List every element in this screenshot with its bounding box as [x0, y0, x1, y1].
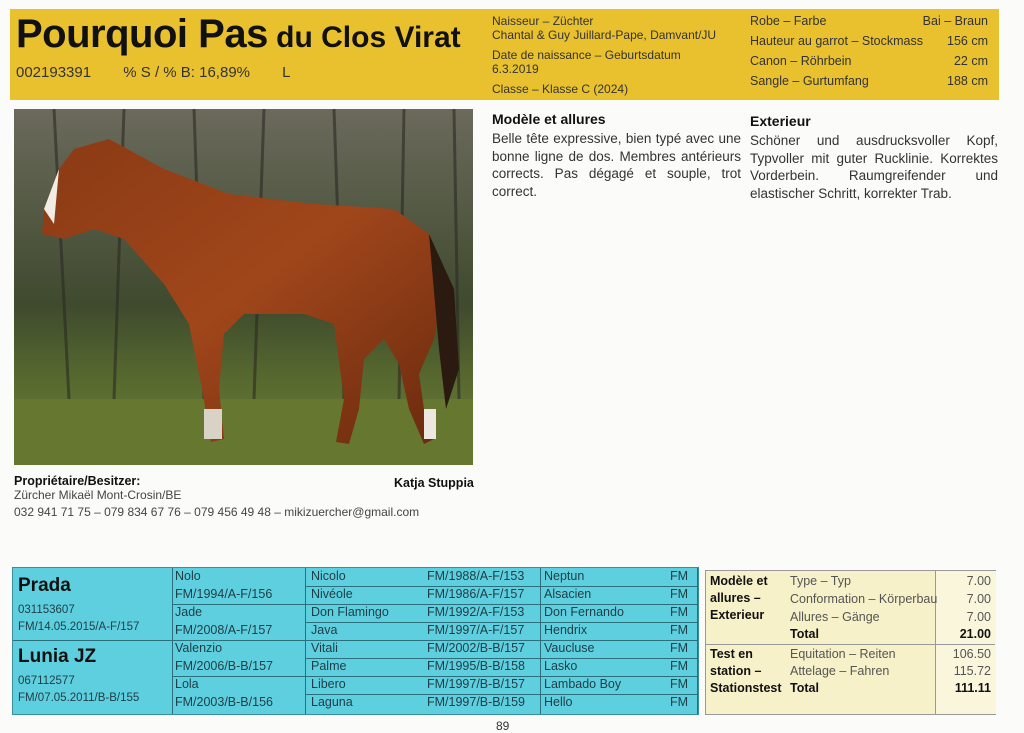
- score-label: Equitation – Reiten: [790, 647, 896, 661]
- sire-id: 031153607: [18, 604, 75, 616]
- gen3-name: Libero: [311, 677, 346, 691]
- breeder-value: Chantal & Guy Juillard-Pape, Damvant/JU: [492, 28, 717, 42]
- dam-id: 067112577: [18, 675, 75, 687]
- class-line: Classe – Klasse C (2024): [492, 82, 629, 96]
- gen4-breed: FM: [670, 695, 689, 709]
- id-line: [16, 64, 319, 81]
- gen4-breed: FM: [670, 641, 689, 655]
- gen4-breed: FM: [670, 623, 689, 637]
- fr-title: Modèle et allures: [492, 111, 606, 127]
- pedigree-table: [12, 567, 699, 715]
- blood-percent: % S / % B: 16,89%: [123, 64, 250, 81]
- gen3-name: Palme: [311, 659, 347, 673]
- score-total: 111.11: [954, 681, 991, 695]
- gen3-reg: FM/1997/B-B/159: [427, 695, 525, 709]
- score-label: Attelage – Fahren: [790, 664, 890, 678]
- horse-id: 002193391: [16, 64, 92, 81]
- score-value: 115.72: [953, 664, 991, 678]
- gen2-name: Valenzio: [175, 641, 223, 655]
- photo-credit: Katja Stuppia: [394, 476, 474, 490]
- scores-table: [705, 570, 996, 715]
- owner-label: Propriétaire/Besitzer:: [14, 474, 141, 488]
- gen2-reg: FM/1994/A-F/156: [175, 587, 273, 601]
- gen3-name: Don Flamingo: [311, 605, 389, 619]
- gen2-reg: FM/2003/B-B/156: [175, 695, 273, 709]
- gen4-breed: FM: [670, 677, 689, 691]
- score-total-label: Total: [790, 627, 819, 641]
- gen2-reg: FM/2008/A-F/157: [175, 623, 273, 637]
- birth-label: Date de naissance – Geburtsdatum: [492, 48, 681, 62]
- stat-row: Canon – Röhrbein 22 cm: [750, 54, 988, 68]
- gen4-name: Hendrix: [544, 623, 588, 637]
- gen4-breed: FM: [670, 605, 689, 619]
- score-value: 106.50: [952, 647, 991, 661]
- gen4-name: Hello: [544, 695, 573, 709]
- gen3-name: Java: [311, 623, 338, 637]
- gen4-breed: FM: [670, 659, 689, 673]
- gen3-name: Laguna: [311, 695, 353, 709]
- gen3-reg: FM/1997/A-F/157: [427, 623, 525, 637]
- score-label: Conformation – Körperbau: [790, 592, 938, 606]
- stats-block: [750, 14, 988, 94]
- score-label: Type – Typ: [790, 574, 851, 588]
- gen2-reg: FM/2006/B-B/157: [175, 659, 273, 673]
- stat-row: Sangle – Gurtumfang 188 cm: [750, 74, 988, 88]
- group2-title: Test en station – Stationstest: [710, 647, 782, 695]
- gen4-name: Lambado Boy: [544, 677, 622, 691]
- gen3-reg: FM/1992/A-F/153: [427, 605, 525, 619]
- score-total: 21.00: [959, 627, 991, 641]
- gen3-reg: FM/1988/A-F/153: [427, 569, 525, 583]
- score-total-label: Total: [790, 681, 819, 695]
- dam-reg: FM/07.05.2011/B-B/155: [18, 692, 140, 704]
- page-number: 89: [496, 719, 510, 733]
- breeder-block: [492, 14, 716, 96]
- gen4-breed: FM: [670, 569, 689, 583]
- horse-photo: [14, 109, 473, 465]
- gen3-reg: FM/2002/B-B/157: [427, 641, 525, 655]
- sire-name: Prada: [18, 575, 71, 596]
- fr-text: Belle tête expressive, bien typé avec une bonne ligne de dos. Membres antérieurs corrects. Pas dégagé et souple, trot correct.: [492, 131, 741, 199]
- gen4-name: Don Fernando: [544, 605, 624, 619]
- birth-value: 6.3.2019: [492, 62, 539, 76]
- stat-row: Hauteur au garrot – Stockmass 156 cm: [750, 34, 988, 48]
- owner-name: Zürcher Mikaël Mont-Crosin/BE: [14, 488, 182, 502]
- dam-name: Lunia JZ: [18, 646, 97, 667]
- sire-reg: FM/14.05.2015/A-F/157: [18, 621, 140, 633]
- gen3-name: Nivéole: [311, 587, 353, 601]
- gen3-reg: FM/1995/B-B/158: [427, 659, 525, 673]
- gen4-name: Alsacien: [544, 587, 592, 601]
- stat-row: Robe – Farbe Bai – Braun: [750, 14, 988, 28]
- horse-name: Pourquoi Pas du Clos Virat: [16, 12, 461, 56]
- gen2-name: Lola: [175, 677, 199, 691]
- gen3-reg: FM/1986/A-F/157: [427, 587, 525, 601]
- gen3-name: Nicolo: [311, 569, 346, 583]
- gen4-breed: FM: [670, 587, 689, 601]
- de-title: Exterieur: [750, 113, 811, 129]
- de-text: Schöner und ausdrucksvoller Kopf, Typvoller mit guter Rucklinie. Korrektes Vorderbein. Raumgreifender und elastischer Schritt, korrekter Trab.: [750, 133, 998, 201]
- score-value: 7.00: [966, 592, 991, 606]
- group1-title: Modèle et allures – Exterieur: [710, 574, 768, 622]
- gen4-name: Neptun: [544, 569, 585, 583]
- score-label: Allures – Gänge: [790, 610, 880, 624]
- gen3-name: Vitali: [311, 641, 338, 655]
- gen2-name: Nolo: [175, 569, 201, 583]
- gen4-name: Vaucluse: [544, 641, 595, 655]
- owner-contact: 032 941 71 75 – 079 834 67 76 – 079 456 49 48 – mikizuercher@gmail.com: [14, 505, 420, 519]
- gen3-reg: FM/1997/B-B/157: [427, 677, 525, 691]
- score-value: 7.00: [966, 574, 991, 588]
- gen2-name: Jade: [175, 605, 203, 619]
- score-value: 7.00: [966, 610, 991, 624]
- size-class: L: [282, 64, 291, 81]
- breeder-label: Naisseur – Züchter: [492, 14, 594, 28]
- gen4-name: Lasko: [544, 659, 578, 673]
